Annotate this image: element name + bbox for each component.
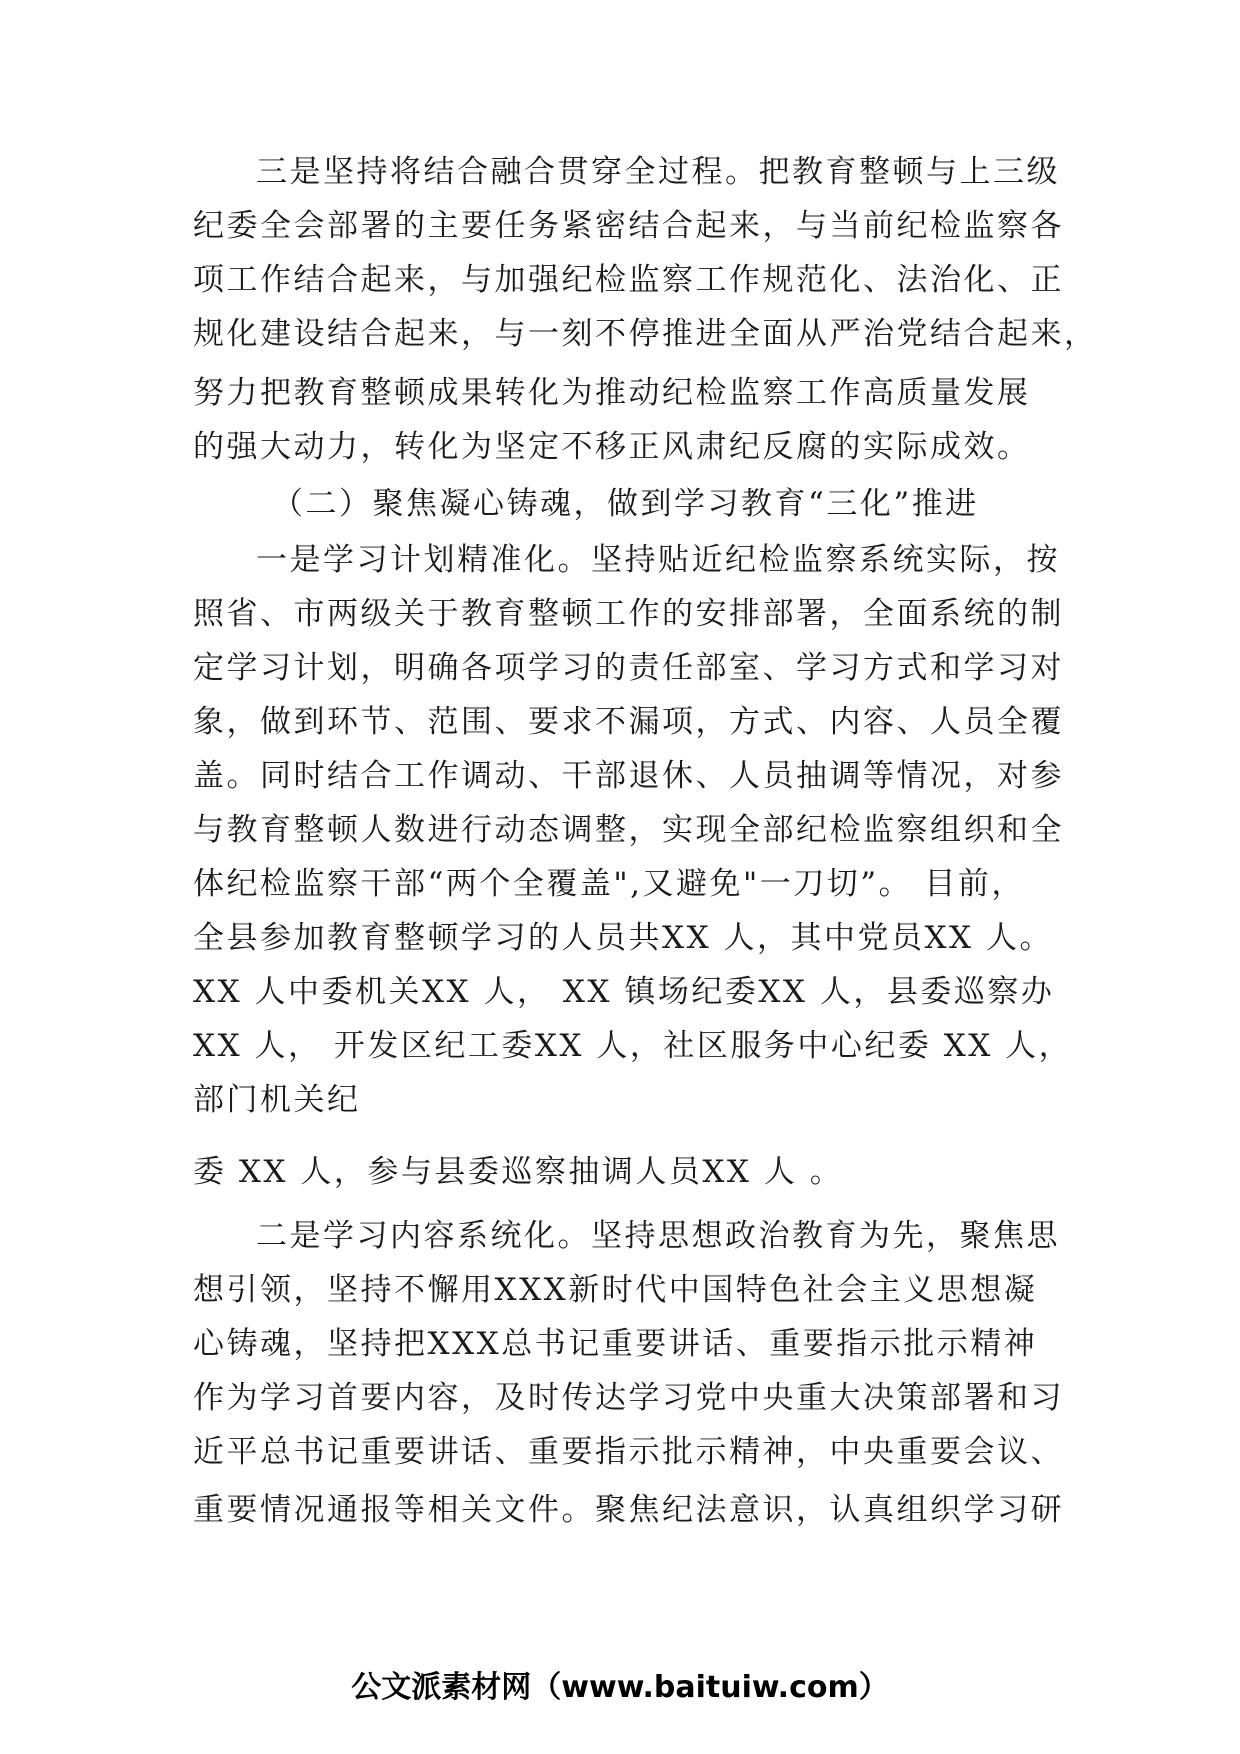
paragraph-line: 近平总书记重要讲话、重要指示批示精神，中央重要会议、 — [193, 1434, 1064, 1470]
paragraph-line: 想引领，坚持不懈用XXX新时代中国特色社会主义思想凝 — [193, 1272, 1038, 1308]
paragraph-line: 盖。同时结合工作调动、干部退休、人员抽调等情况，对参 — [193, 758, 1064, 794]
paragraph-line: 作为学习首要内容，及时传达学习党中央重大决策部署和习 — [193, 1380, 1064, 1416]
paragraph-line: 纪委全会部署的主要任务紧密结合起来，与当前纪检监察各 — [193, 208, 1064, 244]
paragraph-line: XX 人， 开发区纪工委XX 人，社区服务中心纪委 XX 人， — [193, 1028, 1073, 1064]
paragraph-line: 全县参加教育整顿学习的人员共XX 人，其中党员XX 人。 — [193, 920, 1053, 956]
paragraph-line: 心铸魂，坚持把XXX总书记重要讲话、重要指示批示精神 — [193, 1326, 1038, 1362]
paragraph-line: 项工作结合起来，与加强纪检监察工作规范化、法治化、正 — [193, 262, 1064, 298]
paragraph-line: 与教育整顿人数进行动态调整，实现全部纪检监察组织和全 — [193, 812, 1064, 848]
paragraph-line: 部门机关纪 — [193, 1082, 361, 1118]
paragraph-line: XX 人中委机关XX 人， XX 镇场纪委XX 人，县委巡察办 — [193, 974, 1055, 1010]
paragraph-line: 重要情况通报等相关文件。聚焦纪法意识，认真组织学习研 — [193, 1492, 1064, 1528]
paragraph-line: 照省、市两级关于教育整顿工作的安排部署，全面系统的制 — [193, 596, 1064, 632]
paragraph-line: 体纪检监察干部“两个全覆盖",又避免"一刀切”。 目前， — [193, 866, 1025, 902]
paragraph-line: 象，做到环节、范围、要求不漏项，方式、内容、人员全覆 — [193, 704, 1064, 740]
footer-watermark: 公文派素材网（www.baituiw.com） — [351, 1670, 889, 1705]
paragraph-line: 规化建设结合起来，与一刻不停推进全面从严治党结合起来， — [193, 316, 1098, 352]
paragraph-line: 努力把教育整顿成果转化为推动纪检监察工作高质量发展 — [193, 375, 1031, 411]
paragraph-line: 的强大动力，转化为坚定不移正风肃纪反腐的实际成效。 — [193, 429, 1031, 465]
paragraph-line: 二是学习内容系统化。坚持思想政治教育为先，聚焦思 — [256, 1218, 1060, 1254]
paragraph-line: 三是坚持将结合融合贯穿全过程。把教育整顿与上三级 — [256, 154, 1060, 190]
paragraph-line: 定学习计划，明确各项学习的责任部室、学习方式和学习对 — [193, 650, 1064, 686]
section-heading: （二）聚焦凝心铸魂，做到学习教育“三化”推进 — [272, 486, 979, 522]
paragraph-line: 委 XX 人，参与县委巡察抽调人员XX 人 。 — [193, 1154, 844, 1190]
paragraph-line: 一是学习计划精准化。坚持贴近纪检监察系统实际，按 — [256, 542, 1060, 578]
